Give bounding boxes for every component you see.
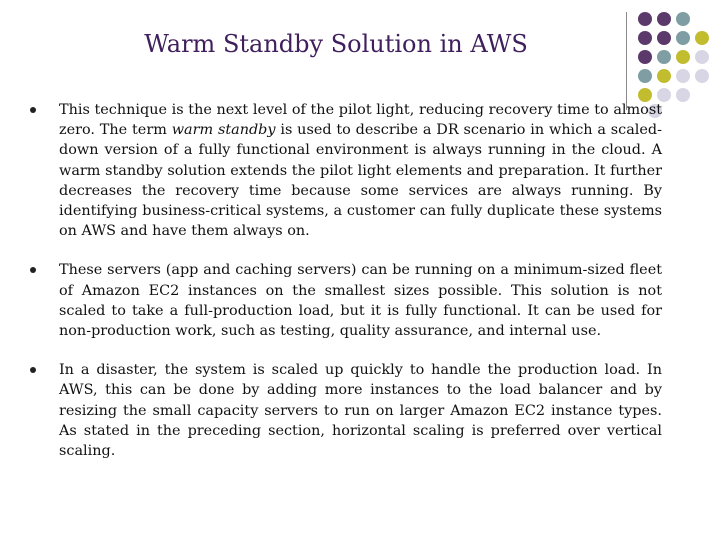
bullet-item <box>30 260 662 341</box>
bullet-emphasis: warm standby <box>171 122 276 139</box>
decor-dot <box>638 12 652 26</box>
bullet-item <box>30 360 662 461</box>
decor-dot <box>676 69 690 83</box>
decor-dot <box>695 31 709 45</box>
bullet-item <box>30 100 662 241</box>
bullet-text: In a disaster, the system is scaled up quickly to handle the production load. In AWS, this can be done by adding more instances to the load balancer and by resizing the small capacity servers to run on larger Amazon EC2 instance types. As stated in the preceding section, horizontal scaling is preferred over vertical scaling. <box>59 362 662 460</box>
decor-dot <box>676 50 690 64</box>
decor-dot <box>676 12 690 26</box>
bullet-marker <box>30 267 36 273</box>
bullet-text-continued: is used to describe a DR scenario in which a scaled-down version of a fully functional environment is always running in the cloud. A warm standby solution extends the pilot light elements and preparation. It further decreases the recovery time because some services are always running. By identifying business-critical systems, a customer can fully duplicate these systems on AWS and have them always on. <box>59 122 662 240</box>
decor-dot <box>657 50 671 64</box>
bullet-list <box>30 100 662 480</box>
bullet-text: These servers (app and caching servers) can be running on a minimum-sized fleet of Amazon EC2 instances on the smallest sizes possible. This solution is not scaled to take a full-production load, but it is fully functional. It can be used for non-production work, such as testing, quality assurance, and internal use. <box>59 262 662 340</box>
bullet-marker <box>30 367 36 373</box>
slide-title: Warm Standby Solution in AWS <box>144 30 528 58</box>
decor-dot <box>657 31 671 45</box>
decor-dot <box>676 88 690 102</box>
decor-dot <box>695 69 709 83</box>
decor-dot <box>638 31 652 45</box>
bullet-marker <box>30 107 36 113</box>
decor-dot <box>657 12 671 26</box>
decor-dot <box>676 31 690 45</box>
decor-dot <box>695 50 709 64</box>
decor-dot <box>638 69 652 83</box>
decor-dot <box>657 69 671 83</box>
bullet-text: This technique is the next level of the pilot light, reducing recovery time to almost zero. The term <box>59 102 662 139</box>
decor-dot <box>638 50 652 64</box>
